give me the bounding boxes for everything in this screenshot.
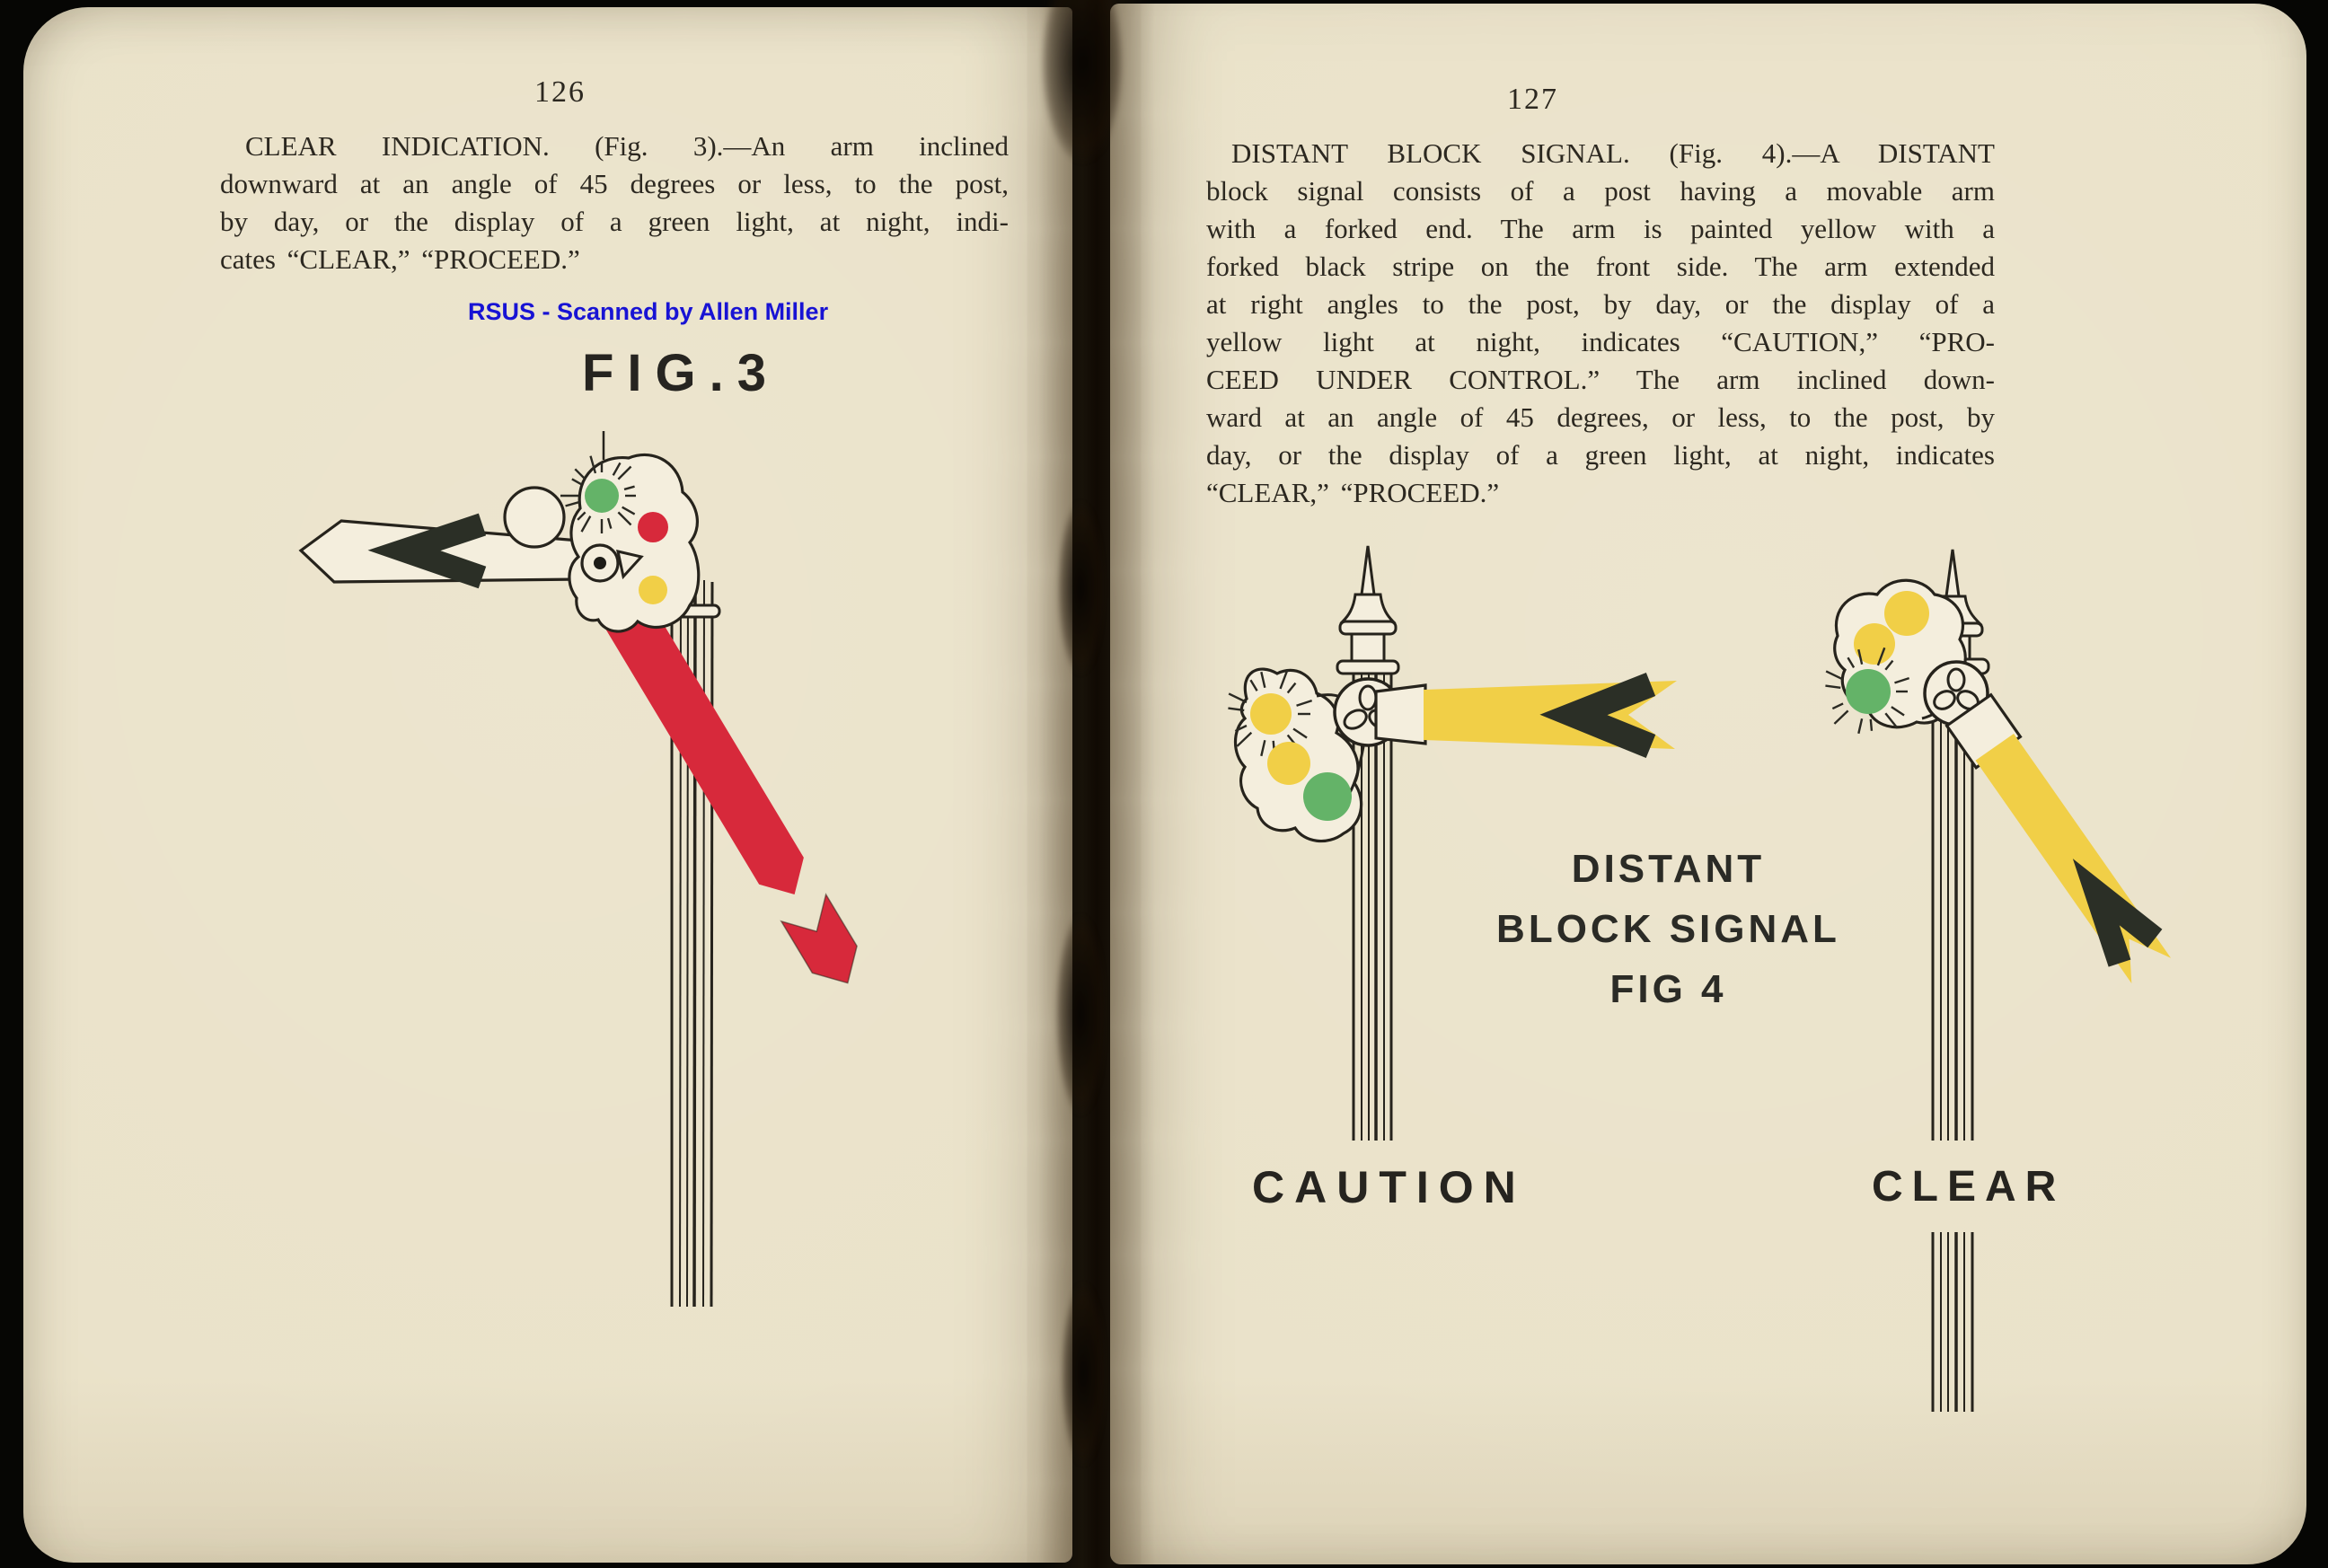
lamp-glow-ray [566,502,579,506]
paragraph-line: forked black stripe on the front side. The arm extended [1206,251,1995,282]
lamp-glow-ray [572,479,581,484]
clear-signal-label: CLEAR [1872,1163,2066,1211]
paragraph-line: DISTANT BLOCK SIGNAL. (Fig. 4).—A DISTANT [1231,137,1995,169]
paragraph-line: CLEAR INDICATION. (Fig. 3).—An arm inclined [245,130,1009,162]
fig3-spectacle-casting [569,454,699,631]
lamp-glow-ray [1826,671,1843,679]
paragraph-line: ward at an angle of 45 degrees, or less, to the post, by [1206,401,1995,433]
paragraph-line: yellow light at night, indicates “CAUTION,” “PRO- [1206,326,1995,357]
distant-block-signal-paragraph [1206,135,1995,512]
paragraph-line: block signal consists of a post having a movable arm [1206,175,1995,207]
fig4-clear-yellow-lens-1 [1884,591,1929,636]
caution-signal-label: CAUTION [1252,1162,1526,1212]
figure-4-caption-line3: FIG 4 [1609,967,1727,1011]
clear-indication-paragraph [220,128,1009,278]
lamp-glow-ray [1229,693,1247,702]
fig4-caution-green-lens [1303,772,1352,821]
page-number-127: 127 [1507,83,1558,116]
fig4-clear-signal [1825,550,2174,1412]
paragraph-line: by day, or the display of a green light, at night, indi- [220,206,1009,237]
fig4-caution-arm [1376,681,1677,749]
gutter-shadow-blob [1056,916,1105,1114]
gutter-shadow-blob [1062,1284,1105,1464]
figure-4-caption-line1: DISTANT [1571,847,1766,891]
paragraph-line: CEED UNDER CONTROL.” The arm inclined down- [1206,364,1995,395]
paragraph-line: “CLEAR,” “PROCEED.” [1206,477,1500,508]
figure-3-semaphore-illustration [269,422,898,1329]
fig4-caution-yellow-lens [1267,742,1310,785]
lamp-glow-ray [1825,686,1840,688]
paragraph-line: at right angles to the post, by day, or the display of a [1206,288,1995,320]
fig4-clear-post-lower [1933,1232,1972,1412]
lamp-glow-ray [575,469,585,479]
figure-4-caption-line2: BLOCK SIGNAL [1496,907,1840,951]
paragraph-line: day, or the display of a green light, at night, indicates [1206,439,1995,471]
lamp-glow-ray [1832,703,1843,709]
fig3-yellow-lens [639,576,667,604]
page-number-126: 126 [534,75,586,109]
fig4-caution-signal [1228,546,1677,1141]
fig3-balance-ball [505,488,564,547]
paragraph-line: with a forked end. The arm is painted yellow with a [1206,213,1995,244]
paragraph-line: cates “CLEAR,” “PROCEED.” [220,243,580,275]
scanner-credit-stamp: RSUS - Scanned by Allen Miller [468,298,829,325]
fig4-caution-finial [1337,546,1398,674]
lamp-glow-ray [1871,719,1872,731]
fig3-pivot-pin [594,557,606,569]
fig4-clear-arm [1947,695,2174,987]
lamp-glow-ray [1834,710,1847,724]
figure-4-distant-signals-illustration [1204,539,2263,1446]
figure-3-title: FIG.3 [582,344,780,402]
gutter-shadow-blob [1058,503,1103,674]
fig3-red-lens [638,512,668,542]
lamp-glow-ray [1858,718,1862,734]
paragraph-line: downward at an angle of 45 degrees or less, to the post, [220,168,1009,199]
